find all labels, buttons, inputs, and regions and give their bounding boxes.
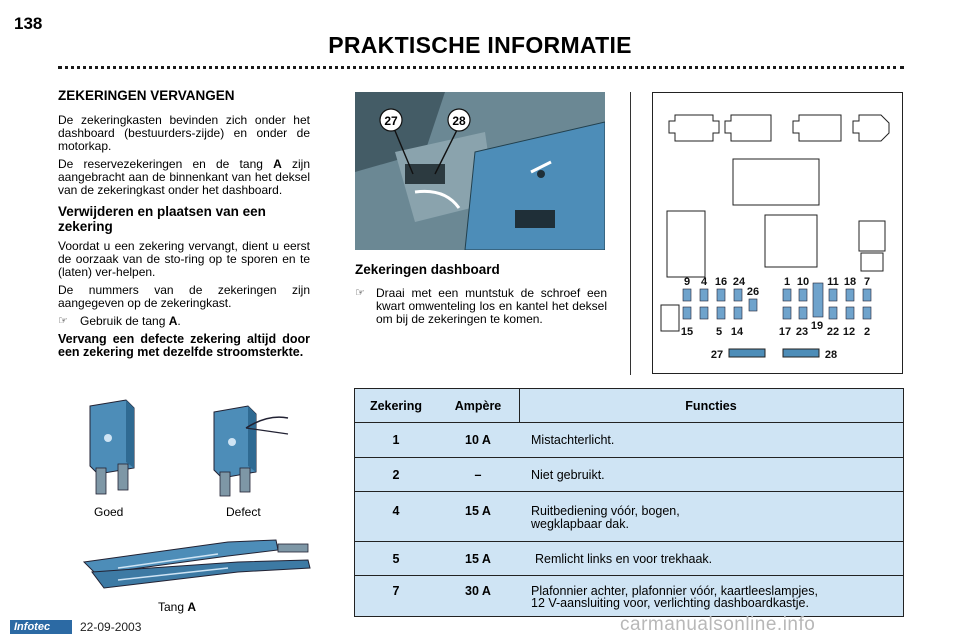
fuse-slot-top bbox=[700, 289, 708, 301]
caption-tang: Tang A bbox=[158, 600, 197, 614]
subheading-replace: Verwijderen en plaatsen van een zekering bbox=[58, 204, 266, 234]
defect-fuse-illustration bbox=[206, 398, 296, 500]
paragraph-spares: De reservezekeringen en de tang A zijn aangebracht aan de binnenkant van het deksel van de zekeringkast onder het dashboard. bbox=[58, 157, 311, 197]
fuse-num-16: 16 bbox=[714, 276, 728, 288]
fuse-table bbox=[354, 388, 904, 617]
bullet-use-tool: ☞ Gebruik de tang A. bbox=[58, 314, 181, 328]
fuse-num-18: 18 bbox=[843, 276, 857, 288]
dashboard-instruction: ☞ Draai met een muntstuk de schroef een kwart omwenteling los en kantel het deksel om bij de zekeringen te komen. bbox=[355, 286, 607, 326]
header-functies: Functies bbox=[685, 399, 737, 413]
pointing-hand-icon: ☞ bbox=[355, 287, 365, 299]
table-row: 4 15 A Ruitbediening vóór, bogen, wegklapbaar dak. bbox=[355, 492, 903, 542]
fuse-slot-top bbox=[717, 289, 725, 301]
fuse-slot-26 bbox=[749, 299, 757, 311]
footer-date: 22-09-2003 bbox=[80, 620, 142, 634]
fuse-slot-top bbox=[734, 289, 742, 301]
dashboard-photo-drawing bbox=[355, 92, 605, 250]
paragraph-numbers: De nummers van de zekeringen zijn aangegeven op de zekeringkast. bbox=[58, 283, 310, 310]
infotec-logo: Infotec bbox=[10, 620, 72, 634]
fuse-num-22: 22 bbox=[826, 326, 840, 338]
fuse-num-9: 9 bbox=[683, 276, 691, 288]
table-row: 1 10 A Mistachterlicht. bbox=[355, 423, 903, 458]
dotted-divider bbox=[58, 66, 904, 69]
fuse-num-2: 2 bbox=[863, 326, 871, 338]
fuse-num-10: 10 bbox=[796, 276, 810, 288]
fuse-slot-bottom bbox=[700, 307, 708, 319]
table-header bbox=[355, 389, 903, 423]
fuse-num-15: 15 bbox=[680, 326, 694, 338]
paragraph-cause: Voordat u een zekering vervangt, dient u eerst de oorzaak van de sto-ring op te sporen en te (laten) ver-helpen. bbox=[58, 239, 310, 279]
fuse-slot-top bbox=[846, 289, 854, 301]
fuse-slot-top bbox=[863, 289, 871, 301]
fuse-slot-bottom bbox=[783, 307, 791, 319]
dashboard-section bbox=[355, 262, 607, 326]
header-zekering: Zekering bbox=[369, 399, 423, 413]
column-divider bbox=[630, 92, 631, 375]
fuse-slot-bottom bbox=[799, 307, 807, 319]
fuse-num-26: 26 bbox=[746, 286, 760, 298]
fusebox-drawing bbox=[653, 93, 902, 373]
fuse-slot-top bbox=[783, 289, 791, 301]
watermark: carmanualsonline.info bbox=[620, 614, 816, 635]
fuse-num-4: 4 bbox=[700, 276, 708, 288]
good-fuse-illustration bbox=[78, 398, 148, 500]
fusebox-diagram bbox=[652, 92, 903, 374]
header-separator bbox=[519, 389, 520, 423]
spare-num-28: 28 bbox=[824, 349, 838, 361]
photo-label-27: 27 bbox=[384, 114, 398, 128]
fuse-slot-bottom bbox=[846, 307, 854, 319]
fuse-num-17: 17 bbox=[778, 326, 792, 338]
fuse-num-23: 23 bbox=[795, 326, 809, 338]
fuse-slot-19 bbox=[813, 283, 823, 317]
fuse-num-24: 24 bbox=[732, 276, 746, 288]
dashboard-title: Zekeringen dashboard bbox=[355, 262, 500, 277]
fuse-num-19: 19 bbox=[810, 320, 824, 332]
fuse-num-14: 14 bbox=[730, 326, 744, 338]
fuse-slot-bottom bbox=[829, 307, 837, 319]
fuse-num-1: 1 bbox=[783, 276, 791, 288]
table-row: 7 30 A Plafonnier achter, plafonnier vóór, kaartleeslampjes, 12 V-aansluiting voor, verlichting dashboardkastje. bbox=[392, 584, 818, 610]
fuse-num-5: 5 bbox=[715, 326, 723, 338]
fuse-slot-bottom bbox=[863, 307, 871, 319]
fuse-slot-bottom bbox=[717, 307, 725, 319]
table-row: 5 15 A Remlicht links en voor trekhaak. bbox=[355, 542, 903, 576]
fuse-num-7: 7 bbox=[863, 276, 871, 288]
pointing-hand-icon: ☞ bbox=[58, 315, 68, 327]
fuse-slot-bottom bbox=[734, 307, 742, 319]
paragraph-location: De zekeringkasten bevinden zich onder het dashboard (bestuurders-zijde) en onder de motorkap. bbox=[58, 113, 310, 153]
dashboard-fuse-photo bbox=[355, 92, 605, 250]
page-title: PRAKTISCHE INFORMATIE bbox=[328, 32, 632, 58]
section-heading: ZEKERINGEN VERVANGEN bbox=[58, 88, 235, 103]
page-number: 138 bbox=[14, 14, 43, 33]
fuse-slot-top bbox=[829, 289, 837, 301]
photo-label-28: 28 bbox=[452, 114, 466, 128]
caption-defect: Defect bbox=[226, 505, 261, 519]
fuse-slot-top bbox=[683, 289, 691, 301]
fuse-slot-top bbox=[799, 289, 807, 301]
fuse-slot-bottom bbox=[683, 307, 691, 319]
header-ampere: Ampère bbox=[454, 399, 502, 413]
fuse-num-11: 11 bbox=[827, 276, 839, 288]
fuse-num-12: 12 bbox=[842, 326, 856, 338]
warning-text: Vervang een defecte zekering altijd door een zekering met dezelfde stroomsterkte. bbox=[58, 332, 310, 359]
fuse-puller-illustration bbox=[78, 532, 318, 594]
left-column bbox=[58, 88, 310, 359]
caption-good: Goed bbox=[94, 505, 124, 519]
spare-num-27: 27 bbox=[710, 349, 724, 361]
table-row: 2 – Niet gebruikt. bbox=[355, 458, 903, 492]
